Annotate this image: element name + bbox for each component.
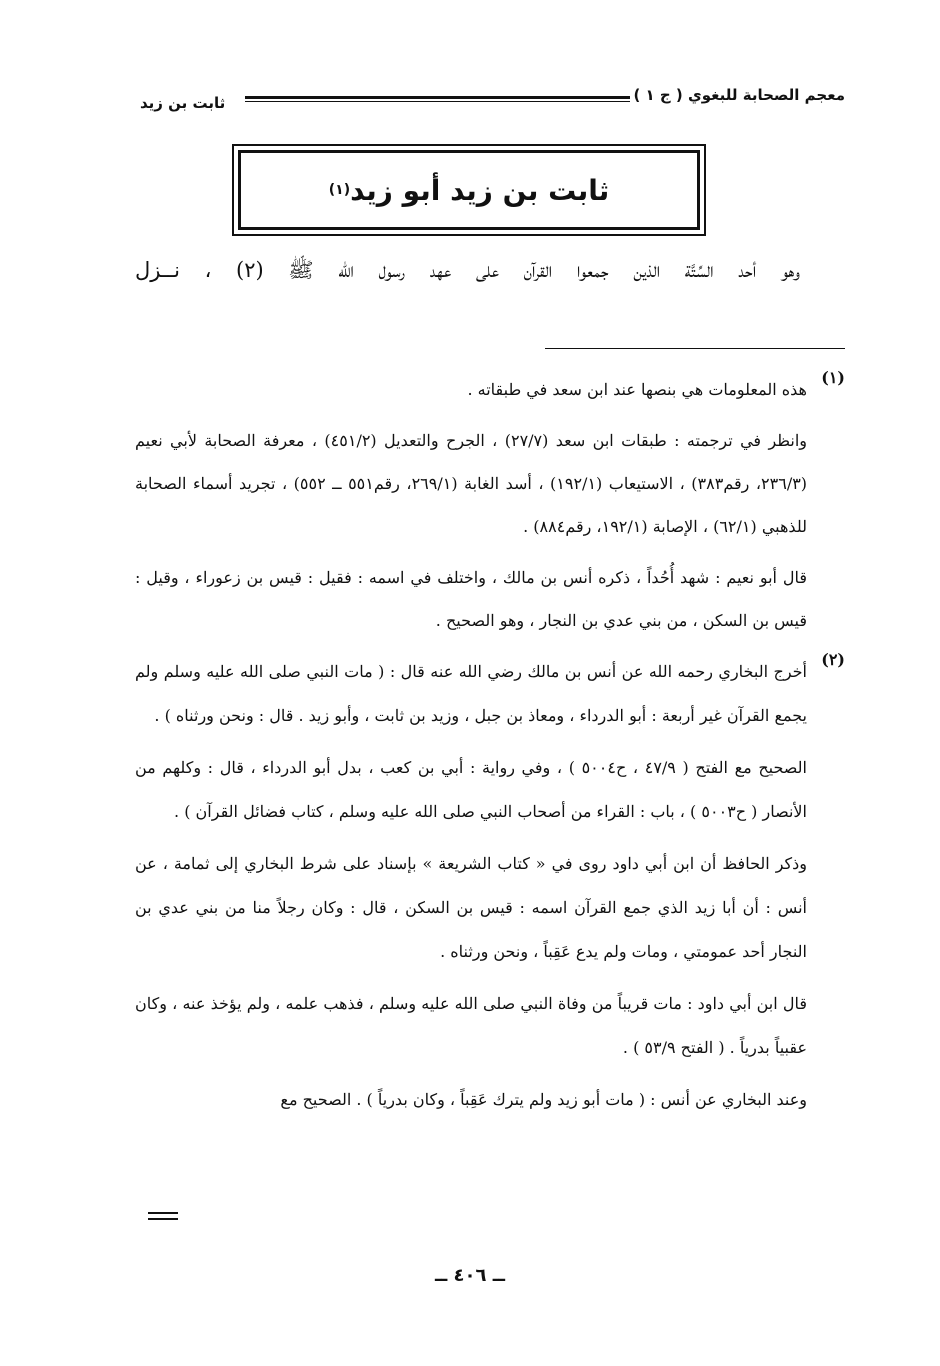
footnote-paragraph: قال ابن أبي داود : مات قريباً من وفاة النبي صلى الله عليه وسلم ، فذهب علمه ، ولم يؤخذ عنه ، وكان عقبياً بدرياً . ( الفتح ٥٣/٩ ) .	[135, 994, 807, 1057]
entry-title: ثابت بن زيد أبو زيد	[350, 173, 610, 207]
footnote-paragraph: هذه المعلومات هي بنصها عند ابن سعد في طبقاته .	[467, 380, 807, 399]
entry-title-frame	[238, 150, 700, 230]
footnote-paragraph: قال أبو نعيم : شهد أُحُداً ، ذكره أنس بن مالك ، واختلف في اسمه : فقيل : قيس بن زعوراء ، وقيل : قيس بن السكن ، من بني عدي بن النجار ، وهو الصحيح .	[135, 568, 807, 630]
continuation-mark	[148, 1212, 178, 1220]
footnote-separator	[545, 348, 845, 349]
section-title: ثابت بن زيد	[140, 94, 226, 112]
body-text: وهو أحد السِّتَّة الذين جمعوا القرآن على عهد رسول الله ﷺ (٢) ، نــزل	[135, 258, 800, 282]
footnote-number: (٢)	[821, 650, 845, 669]
footnote-1	[135, 368, 845, 642]
header-rule	[245, 96, 630, 102]
footnote-paragraph: أخرج البخاري رحمه الله عن أنس بن مالك رضي الله عنه قال : ( مات النبي صلى الله عليه وسلم ولم يجمع القرآن غير أربعة : أبو الدرداء ، ومعاذ بن جبل ، وزيد بن ثابت ، وأبو زيد . قال : ونحن ورثناه ) .	[135, 662, 807, 725]
running-header	[140, 86, 845, 116]
footnote-number: (١)	[821, 368, 845, 387]
footnote-paragraph: وانظر في ترجمته : طبقات ابن سعد (٢٧/٧) ، الجرح والتعديل (٤٥١/٢) ، معرفة الصحابة لأبي نعيم (٢٣٦/٣، رقم٣٨٣) ، الاستيعاب (١٩٢/١) ، أسد الغابة (٢٦٩/١، رقم٥٥١ ــ ٥٥٢) ، تجريد أسماء الصحابة للذهبي (٦٢/١) ، الإصابة (١٩٢/١، رقم٨٨٤) .	[135, 431, 808, 536]
entry-title-box	[232, 144, 706, 236]
page-number: ــ ٤٠٦ ــ	[434, 1265, 506, 1286]
footnote-paragraph: وذكر الحافظ أن ابن أبي داود روى في « كتاب الشريعة » بإسناد على شرط البخاري إلى ثمامة ، عن أنس : أن أبا زيد الذي جمع القرآن اسمه : قيس بن السكن ، قال : وكان رجلاً منا من بني عدي بن النجار أحد عمومتي ، ومات ولم يدع عَقِباً ، ونحن ورثناه .	[135, 854, 807, 961]
footnote-paragraph: الصحيح مع الفتح ( ٤٧/٩ ، ح٥٠٠٤ ) ، وفي رواية : أبي بن كعب ، بدل أبو الدرداء ، قال : وكلهم من الأنصار ( ح٥٠٠٣ ) ، باب : القراء من أصحاب النبي صلى الله عليه وسلم ، كتاب فضائل القرآن ) .	[135, 758, 807, 821]
book-title: معجم الصحابة للبغوي ( ج ١ )	[633, 86, 845, 104]
footnotes	[135, 368, 845, 1130]
footnote-2	[135, 650, 845, 1122]
footnote-paragraph: وعند البخاري عن أنس : ( مات أبو زيد ولم يترك عَقِباً ، وكان بدرياً ) . الصحيح مع	[280, 1090, 807, 1109]
entry-title-note: (١)	[328, 182, 351, 198]
